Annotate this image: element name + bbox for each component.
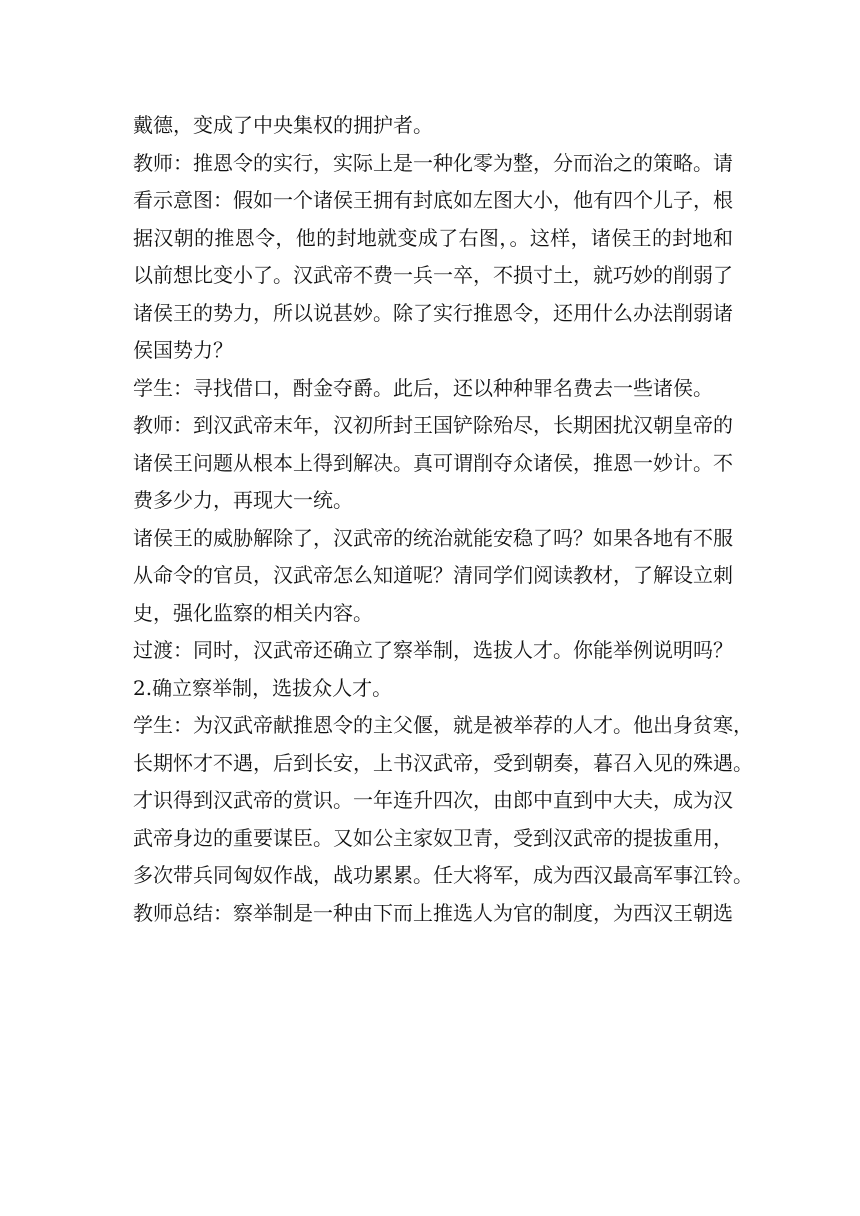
text-line: 过渡：同时，汉武帝还确立了察举制，选拔人才。你能举例说明吗？ (133, 638, 733, 662)
text-line: 教师：到汉武帝末年，汉初所封王国铲除殆尽，长期困扰汉朝皇帝的 (133, 413, 733, 437)
text-line: 诸侯王的势力，所以说甚妙。除了实行推恩令，还用什么办法削弱诸 (133, 300, 733, 325)
text-line: 多次带兵同匈奴作战，战功累累。任大将军，成为西汉最高军事江铃。 (133, 863, 753, 887)
text-line: 从命令的官员，汉武帝怎么知道呢？清同学们阅读教材，了解设立刺 (133, 563, 733, 587)
text-line: 才识得到汉武帝的赏识。一年连升四次，由郎中直到中大夫，成为汉 (133, 788, 733, 812)
text-line: 武帝身边的重要谋臣。又如公主家奴卫青，受到汉武帝的提拔重用， (133, 825, 733, 850)
text-line: 史，强化监察的相关内容。 (133, 600, 373, 625)
text-line: 长期怀才不遇，后到长安，上书汉武帝，受到朝奏，暮召入见的殊遇。 (133, 750, 753, 775)
document-body (133, 110, 753, 935)
text-line: 戴德，变成了中央集权的拥护者。 (133, 113, 433, 137)
text-line: 学生：为汉武帝献推恩令的主父偃，就是被举荐的人才。他出身贫寒， (133, 713, 753, 737)
text-line: 以前想比变小了。汉武帝不费一兵一卒，不损寸土，就巧妙的削弱了 (133, 263, 733, 287)
text-line: 费多少力，再现大一统。 (133, 488, 353, 512)
text-line: 学生：寻找借口，酎金夺爵。此后，还以种种罪名费去一些诸侯。 (133, 375, 713, 400)
text-line: 2.确立察举制，选拔众人才。 (133, 675, 393, 700)
text-line: 据汉朝的推恩令，他的封地就变成了右图，。这样，诸侯王的封地和 (133, 225, 733, 250)
text-line: 教师总结：察举制是一种由下而上推选人为官的制度，为西汉王朝选 (133, 900, 733, 925)
text-line: 看示意图：假如一个诸侯王拥有封底如左图大小，他有四个儿子，根 (133, 188, 733, 212)
text-line: 教师：推恩令的实行，实际上是一种化零为整，分而治之的策略。请 (133, 150, 733, 175)
text-line: 侯国势力？ (133, 338, 233, 362)
text-line: 诸侯王问题从根本上得到解决。真可谓削夺众诸侯，推恩一妙计。不 (133, 450, 733, 475)
text-line: 诸侯王的威胁解除了，汉武帝的统治就能安稳了吗？如果各地有不服 (133, 525, 733, 550)
